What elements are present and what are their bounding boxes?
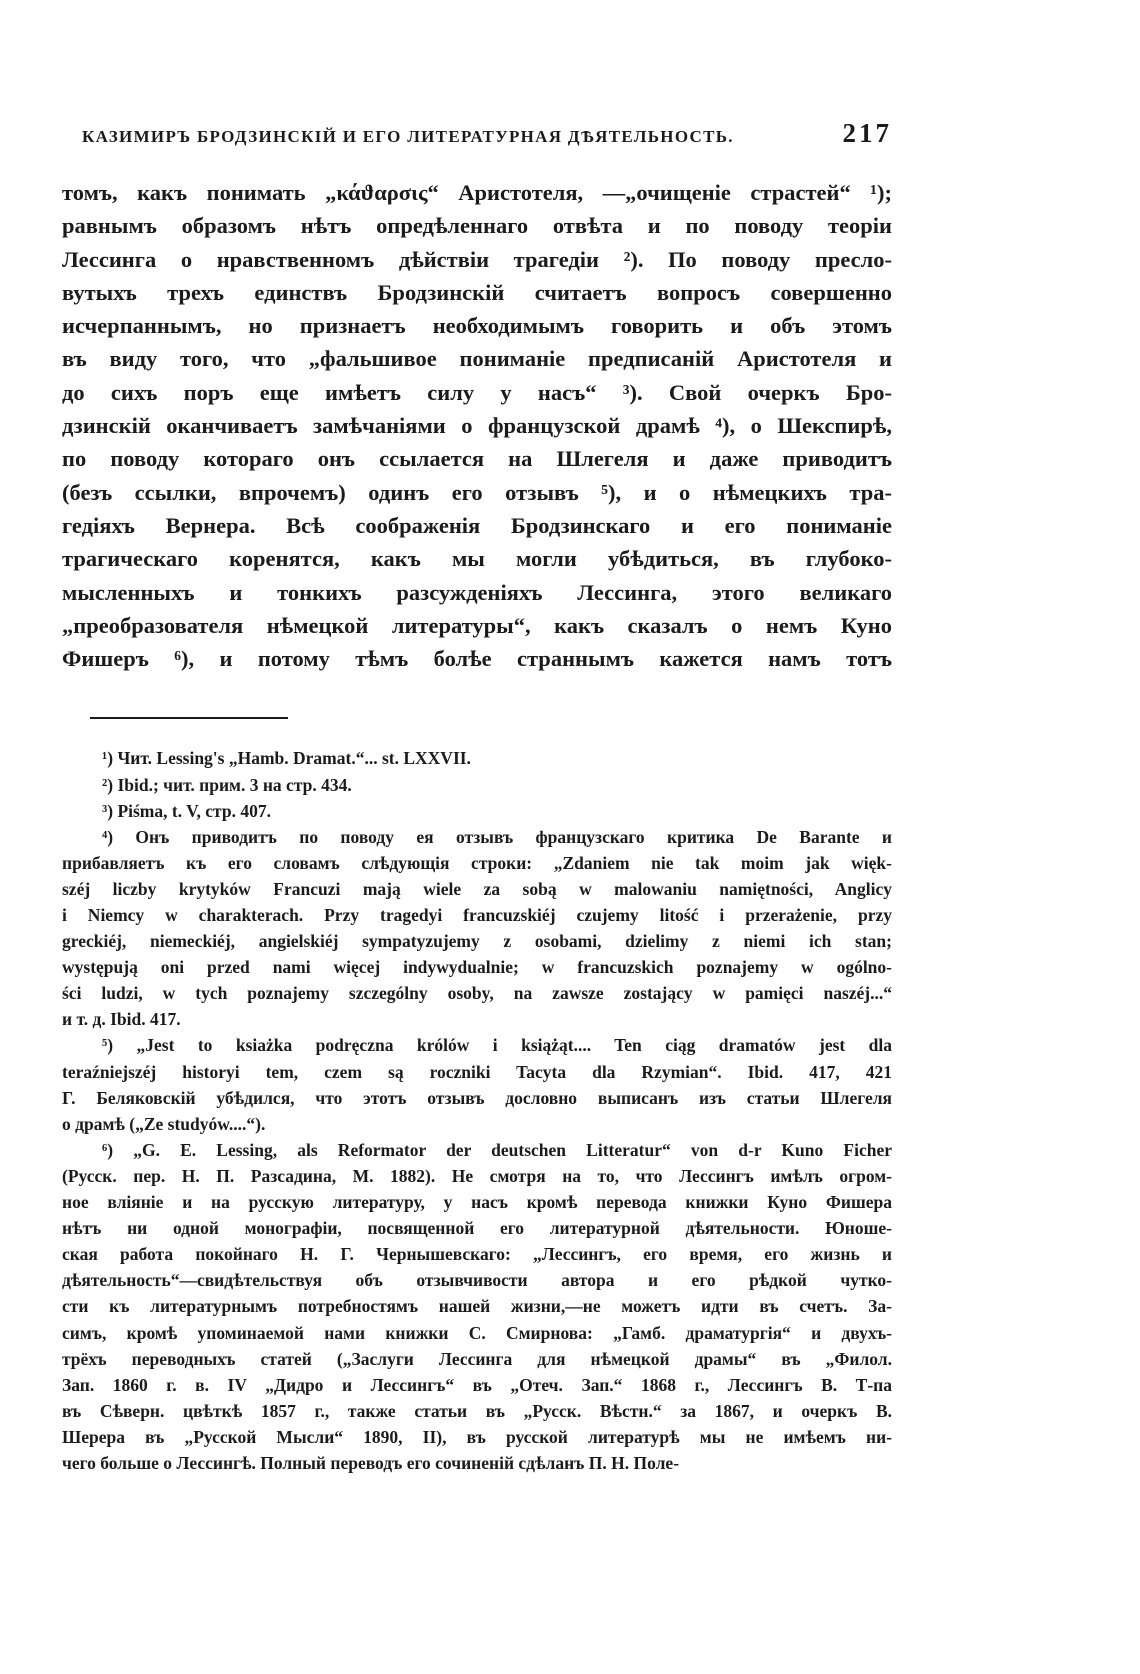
footnote-line: ская работа покойнаго Н. Г. Чернышевскаго: „Лессингъ, его время, его жизнь и xyxy=(62,1244,892,1265)
footnote-1 xyxy=(62,745,892,771)
body-text xyxy=(62,176,892,675)
body-line: „преобразователя нѣмецкой литературы“, какъ сказалъ о немъ Куно xyxy=(62,612,892,638)
body-line: гедіяхъ Вернера. Всѣ соображенія Бродзинскаго и его пониманіе xyxy=(62,512,892,538)
body-line: исчерпаннымъ, но признаетъ необходимымъ говорить и объ этомъ xyxy=(62,313,892,339)
footnote-line: сти къ литературнымъ потребностямъ нашей жизни,—не можетъ идти въ счетъ. За- xyxy=(62,1296,892,1317)
body-line: въ виду того, что „фальшивое пониманіе предписаній Аристотеля и xyxy=(62,346,892,372)
footnote-line: въ Сѣверн. цвѣткѣ 1857 г., также статьи въ „Русск. Вѣстн.“ за 1867, и очеркъ В. xyxy=(62,1400,892,1421)
footnote-2 xyxy=(62,772,892,798)
footnote-6 xyxy=(62,1137,892,1476)
page xyxy=(62,118,892,1476)
footnote-line: ное вліяніе и на русскую литературу, у насъ кромѣ перевода книжки Куно Фишера xyxy=(62,1192,892,1213)
body-line: мысленныхъ и тонкихъ разсужденіяхъ Лессинга, этого великаго xyxy=(62,579,892,605)
footnote-line: Шерера въ „Русской Мысли“ 1890, II), въ русской литературѣ мы не имѣемъ ни- xyxy=(62,1426,892,1447)
footnote-line: ści ludzi, w tych poznajemy szczególny osoby, na zawsze zostający w pamięci naszéj...“ xyxy=(62,983,892,1004)
body-line: Фишеръ ⁶), и потому тѣмъ болѣе страннымъ кажется намъ тотъ xyxy=(62,646,892,672)
footnote-line: széj liczby krytyków Francuzi mają wiele za sobą w malowaniu namiętności, Anglicy xyxy=(62,878,892,899)
footnote-line: greckiéj, niemeckiéj, angielskiéj sympatyzujemy z osobami, dzielimy z niemi ich stan; xyxy=(62,931,892,952)
footnotes xyxy=(62,745,892,1476)
body-line: Лессинга о нравственномъ дѣйствіи трагедіи ²). По поводу пресло- xyxy=(62,246,892,272)
footnote-line: ²) Ibid.; чит. прим. 3 на стр. 434. xyxy=(102,774,352,795)
footnote-line: симъ, кромѣ упоминаемой нами книжки С. Смирнова: „Гамб. драматургія“ и двухъ- xyxy=(62,1322,892,1343)
footnote-line: teraźniejszéj historyi tem, czem są roczniki Tacyta dla Rzymian“. Ibid. 417, 421 xyxy=(62,1061,892,1082)
footnote-line: прибавляетъ къ его словамъ слѣдующія строки: „Zdaniem nie tak moim jak więk- xyxy=(62,852,892,873)
body-line: томъ, какъ понимать „κάϑαρσις“ Аристотеля, —„очищеніе страстей“ ¹); xyxy=(62,180,892,205)
footnote-line: ⁵) „Jest to ksiażka podręczna królów i książąt.... Ten ciąg dramatów jest dla xyxy=(102,1035,892,1056)
footnote-line: występują oni przed nami więcej indywydualnie; w francuzskich poznajemy w ogólno- xyxy=(62,957,892,978)
footnote-line: ⁶) „G. E. Lessing, als Reformator der deutschen Litteratur“ von d-r Kuno Ficher xyxy=(102,1139,892,1160)
body-line: дзинскій оканчиваетъ замѣчаніями о французской драмѣ ⁴), о Шекспирѣ, xyxy=(62,413,892,439)
footnote-line: ⁴) Онъ приводитъ по поводу ея отзывъ французскаго критика De Barante и xyxy=(102,826,892,847)
running-title: КАЗИМИРЪ БРОДЗИНСКІЙ И ЕГО ЛИТЕРАТУРНАЯ ДѢЯТЕЛЬНОСТЬ. xyxy=(82,127,734,146)
footnote-line: трёхъ переводныхъ статей („Заслуги Лессинга для нѣмецкой драмы“ въ „Филол. xyxy=(62,1348,892,1369)
page-number: 217 xyxy=(842,118,892,148)
footnote-line: дѣятельность“—свидѣтельствуя объ отзывчивости автора и его рѣдкой чутко- xyxy=(62,1270,892,1291)
footnote-5 xyxy=(62,1032,892,1136)
running-head xyxy=(62,118,892,158)
footnote-4 xyxy=(62,824,892,1033)
footnote-line: i Niemcy w charakterach. Przy tragedyi francuzskiéj czujemy litość i przerażenie, przy xyxy=(62,905,892,926)
footnote-line: чего больше о Лессингѣ. Полный переводъ его сочиненій сдѣланъ П. Н. Поле- xyxy=(62,1452,680,1473)
footnote-line: ¹) Чит. Lessing's „Hamb. Dramat.“... st. LXXVII. xyxy=(102,748,471,769)
body-line: (безъ ссылки, впрочемъ) одинъ его отзывъ ⁵), и о нѣмецкихъ тра- xyxy=(62,479,892,505)
footnote-line: ³) Piśma, t. V, стр. 407. xyxy=(102,800,271,821)
body-line: трагическаго коренятся, какъ мы могли убѣдиться, въ глубоко- xyxy=(62,546,892,572)
body-line: равнымъ образомъ нѣтъ опредѣленнаго отвѣта и по поводу теоріи xyxy=(62,213,892,239)
footnote-line: Зап. 1860 г. в. IV „Дидро и Лессингъ“ въ „Отеч. Зап.“ 1868 г., Лессингъ В. Т-па xyxy=(62,1374,892,1395)
footnote-line: нѣтъ ни одной монографіи, посвященной его литературной дѣятельности. Юноше- xyxy=(62,1218,892,1239)
footnote-3 xyxy=(62,798,892,824)
footnote-line: о драмѣ („Ze studyów....“). xyxy=(62,1113,266,1134)
footnote-line: (Русск. пер. Н. П. Разсадина, М. 1882). Не смотря на то, что Лессингъ имѣлъ огром- xyxy=(62,1165,892,1186)
body-line: до сихъ поръ еще имѣетъ силу у насъ“ ³). Свой очеркъ Бро- xyxy=(62,379,892,405)
footnote-line: и т. д. Ibid. 417. xyxy=(62,1009,181,1030)
body-line: вутыхъ трехъ единствъ Бродзинскій считаетъ вопросъ совершенно xyxy=(62,279,892,305)
body-line: по поводу котораго онъ ссылается на Шлегеля и даже приводитъ xyxy=(62,446,892,472)
footnote-line: Г. Беляковскій убѣдился, что этотъ отзывъ дословно выписанъ изъ статьи Шлегеля xyxy=(62,1087,892,1108)
footnote-rule xyxy=(90,717,288,719)
